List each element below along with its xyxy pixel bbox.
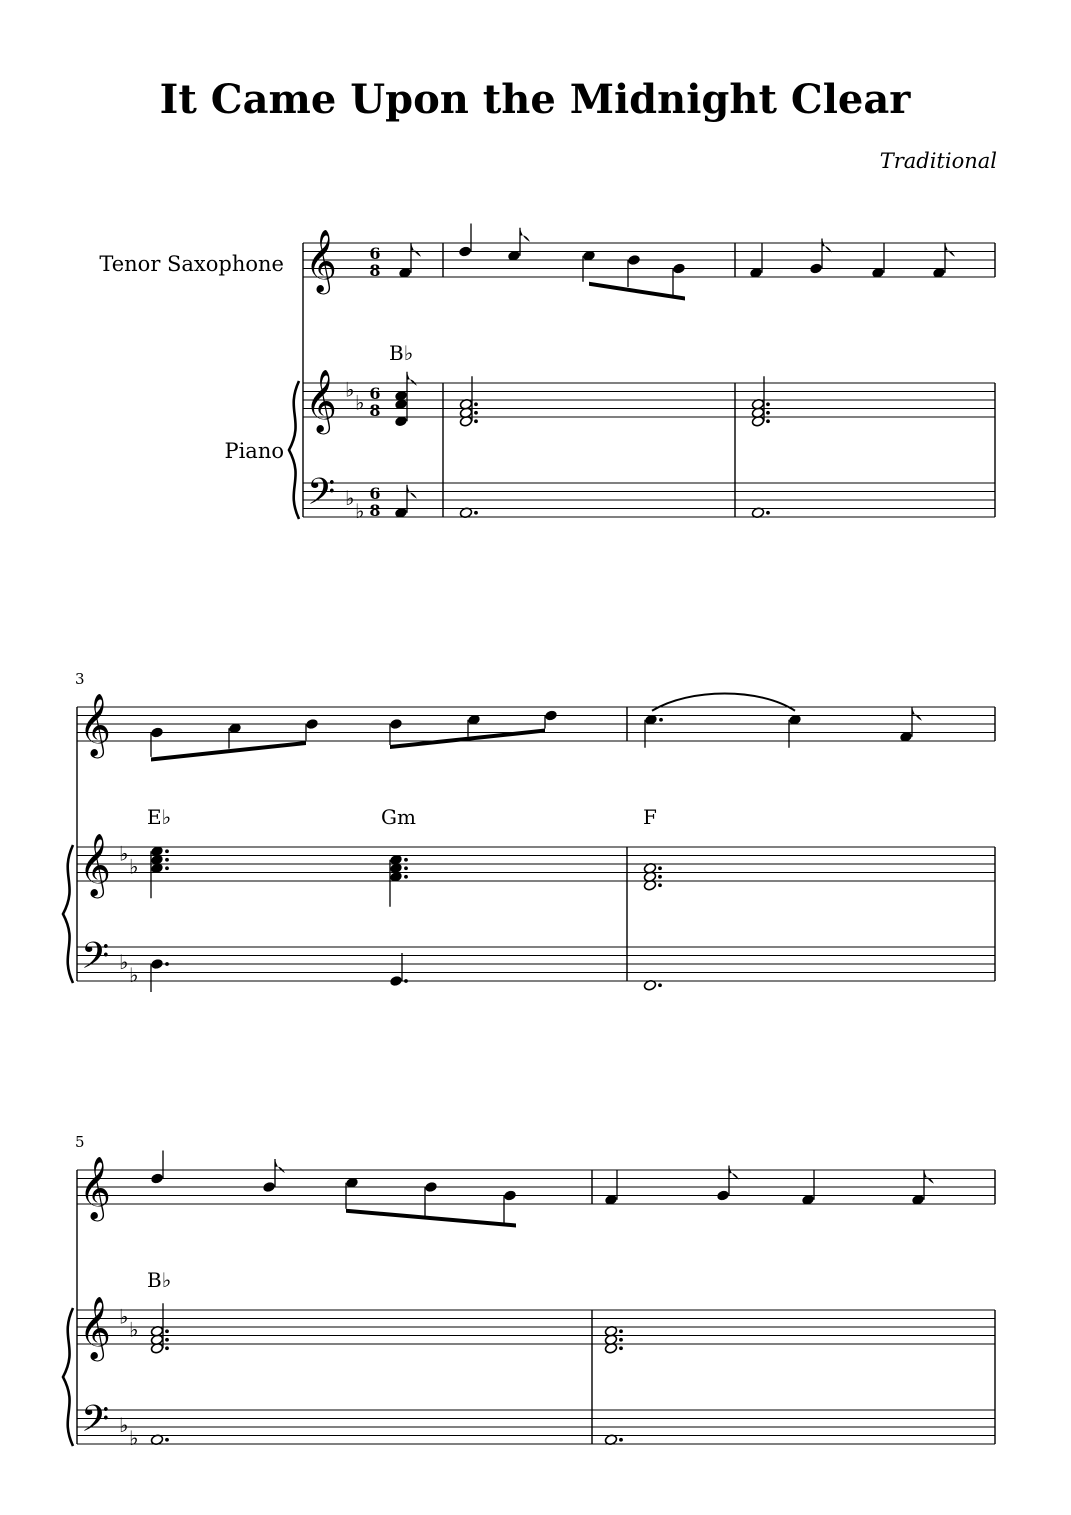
note-beam bbox=[346, 1209, 516, 1228]
augmentation-dot bbox=[165, 1346, 169, 1350]
augmentation-dot bbox=[165, 1329, 169, 1333]
augmentation-dot bbox=[474, 411, 478, 415]
augmentation-dot bbox=[619, 1438, 623, 1442]
chord-symbol: Gm bbox=[381, 805, 416, 829]
bass-clef-icon: 𝄢 bbox=[81, 935, 110, 986]
measure-number: 3 bbox=[75, 670, 85, 688]
augmentation-dot bbox=[404, 875, 408, 879]
note-beam bbox=[589, 282, 685, 301]
score-title: It Came Upon the Midnight Clear bbox=[159, 76, 911, 123]
flat-icon: ♭ bbox=[129, 1317, 139, 1342]
augmentation-dot bbox=[165, 1438, 169, 1442]
note-flag bbox=[411, 243, 421, 257]
time-signature-denominator: 8 bbox=[369, 501, 381, 520]
flat-icon: ♭ bbox=[119, 950, 129, 974]
notehead bbox=[150, 1173, 163, 1185]
augmentation-dot bbox=[474, 419, 478, 423]
treble-clef-icon: 𝄞 bbox=[79, 1296, 111, 1359]
instrument-name-piano: Piano bbox=[224, 439, 284, 463]
time-signature-numerator: 6 bbox=[369, 384, 381, 403]
flat-icon: ♭ bbox=[119, 1304, 129, 1329]
flat-icon: ♭ bbox=[119, 841, 129, 866]
instrument-name-sax: Tenor Saxophone bbox=[99, 252, 284, 276]
augmentation-dot bbox=[658, 883, 662, 887]
note-flag bbox=[822, 239, 832, 253]
augmentation-dot bbox=[766, 511, 770, 515]
augmentation-dot bbox=[165, 962, 169, 966]
notehead bbox=[150, 958, 163, 970]
notehead bbox=[458, 246, 471, 258]
notehead bbox=[150, 727, 163, 739]
measure-number: 5 bbox=[75, 1133, 85, 1151]
augmentation-dot bbox=[165, 1338, 169, 1342]
chord-symbol: F bbox=[643, 805, 657, 829]
notehead bbox=[424, 1181, 437, 1193]
augmentation-dot bbox=[165, 858, 169, 862]
notehead bbox=[809, 263, 822, 275]
notehead bbox=[716, 1190, 729, 1202]
note-flag bbox=[945, 243, 955, 257]
tie bbox=[652, 694, 795, 711]
augmentation-dot bbox=[619, 1338, 623, 1342]
augmentation-dot bbox=[658, 983, 662, 987]
flat-icon: ♭ bbox=[355, 498, 365, 523]
augmentation-dot bbox=[766, 419, 770, 423]
augmentation-dot bbox=[404, 858, 408, 862]
augmentation-dot bbox=[474, 402, 478, 406]
bass-clef-icon: 𝄢 bbox=[81, 1398, 110, 1449]
flat-icon: ♭ bbox=[345, 377, 355, 402]
note-flag bbox=[275, 1159, 285, 1173]
augmentation-dot bbox=[619, 1346, 623, 1350]
augmentation-dot bbox=[659, 718, 663, 722]
chord-symbol: B♭ bbox=[147, 1268, 172, 1292]
chord-symbol: B♭ bbox=[389, 341, 414, 365]
treble-clef-icon: 𝄞 bbox=[79, 693, 111, 756]
augmentation-dot bbox=[165, 866, 169, 870]
treble-clef-icon: 𝄞 bbox=[79, 833, 111, 896]
notehead bbox=[627, 254, 640, 266]
augmentation-dot bbox=[658, 866, 662, 870]
treble-clef-icon: 𝄞 bbox=[305, 369, 337, 432]
notehead bbox=[305, 718, 318, 730]
time-signature-numerator: 6 bbox=[369, 244, 381, 263]
augmentation-dot bbox=[404, 979, 408, 983]
flat-icon: ♭ bbox=[129, 1425, 139, 1450]
piano-brace-icon bbox=[289, 381, 299, 519]
augmentation-dot bbox=[619, 1329, 623, 1333]
flat-icon: ♭ bbox=[345, 486, 355, 510]
treble-clef-icon: 𝄞 bbox=[79, 1156, 111, 1219]
augmentation-dot bbox=[658, 875, 662, 879]
flat-icon: ♭ bbox=[129, 962, 139, 987]
time-signature-denominator: 8 bbox=[369, 401, 381, 420]
note-flag bbox=[729, 1166, 739, 1180]
flat-icon: ♭ bbox=[355, 390, 365, 415]
flat-icon: ♭ bbox=[119, 1413, 129, 1437]
note-flag bbox=[407, 372, 417, 386]
chord-symbol: E♭ bbox=[147, 805, 172, 829]
notehead bbox=[389, 718, 402, 730]
notehead bbox=[262, 1181, 275, 1193]
piano-brace-icon bbox=[63, 845, 73, 983]
note-flag bbox=[520, 228, 530, 242]
time-signature-numerator: 6 bbox=[369, 484, 381, 503]
augmentation-dot bbox=[474, 511, 478, 515]
augmentation-dot bbox=[165, 849, 169, 853]
notehead bbox=[544, 710, 557, 722]
note-flag bbox=[924, 1170, 934, 1184]
piano-brace-icon bbox=[63, 1308, 73, 1446]
time-signature-denominator: 8 bbox=[369, 261, 381, 280]
bass-clef-icon: 𝄢 bbox=[307, 471, 336, 522]
augmentation-dot bbox=[766, 411, 770, 415]
treble-clef-icon: 𝄞 bbox=[305, 229, 337, 292]
notehead bbox=[503, 1190, 516, 1202]
note-flag bbox=[912, 707, 922, 721]
composer: Traditional bbox=[879, 149, 997, 173]
augmentation-dot bbox=[404, 866, 408, 870]
notation-layer bbox=[63, 224, 995, 1450]
notehead bbox=[672, 263, 685, 275]
flat-icon: ♭ bbox=[129, 854, 139, 879]
notehead bbox=[389, 975, 402, 987]
augmentation-dot bbox=[766, 402, 770, 406]
